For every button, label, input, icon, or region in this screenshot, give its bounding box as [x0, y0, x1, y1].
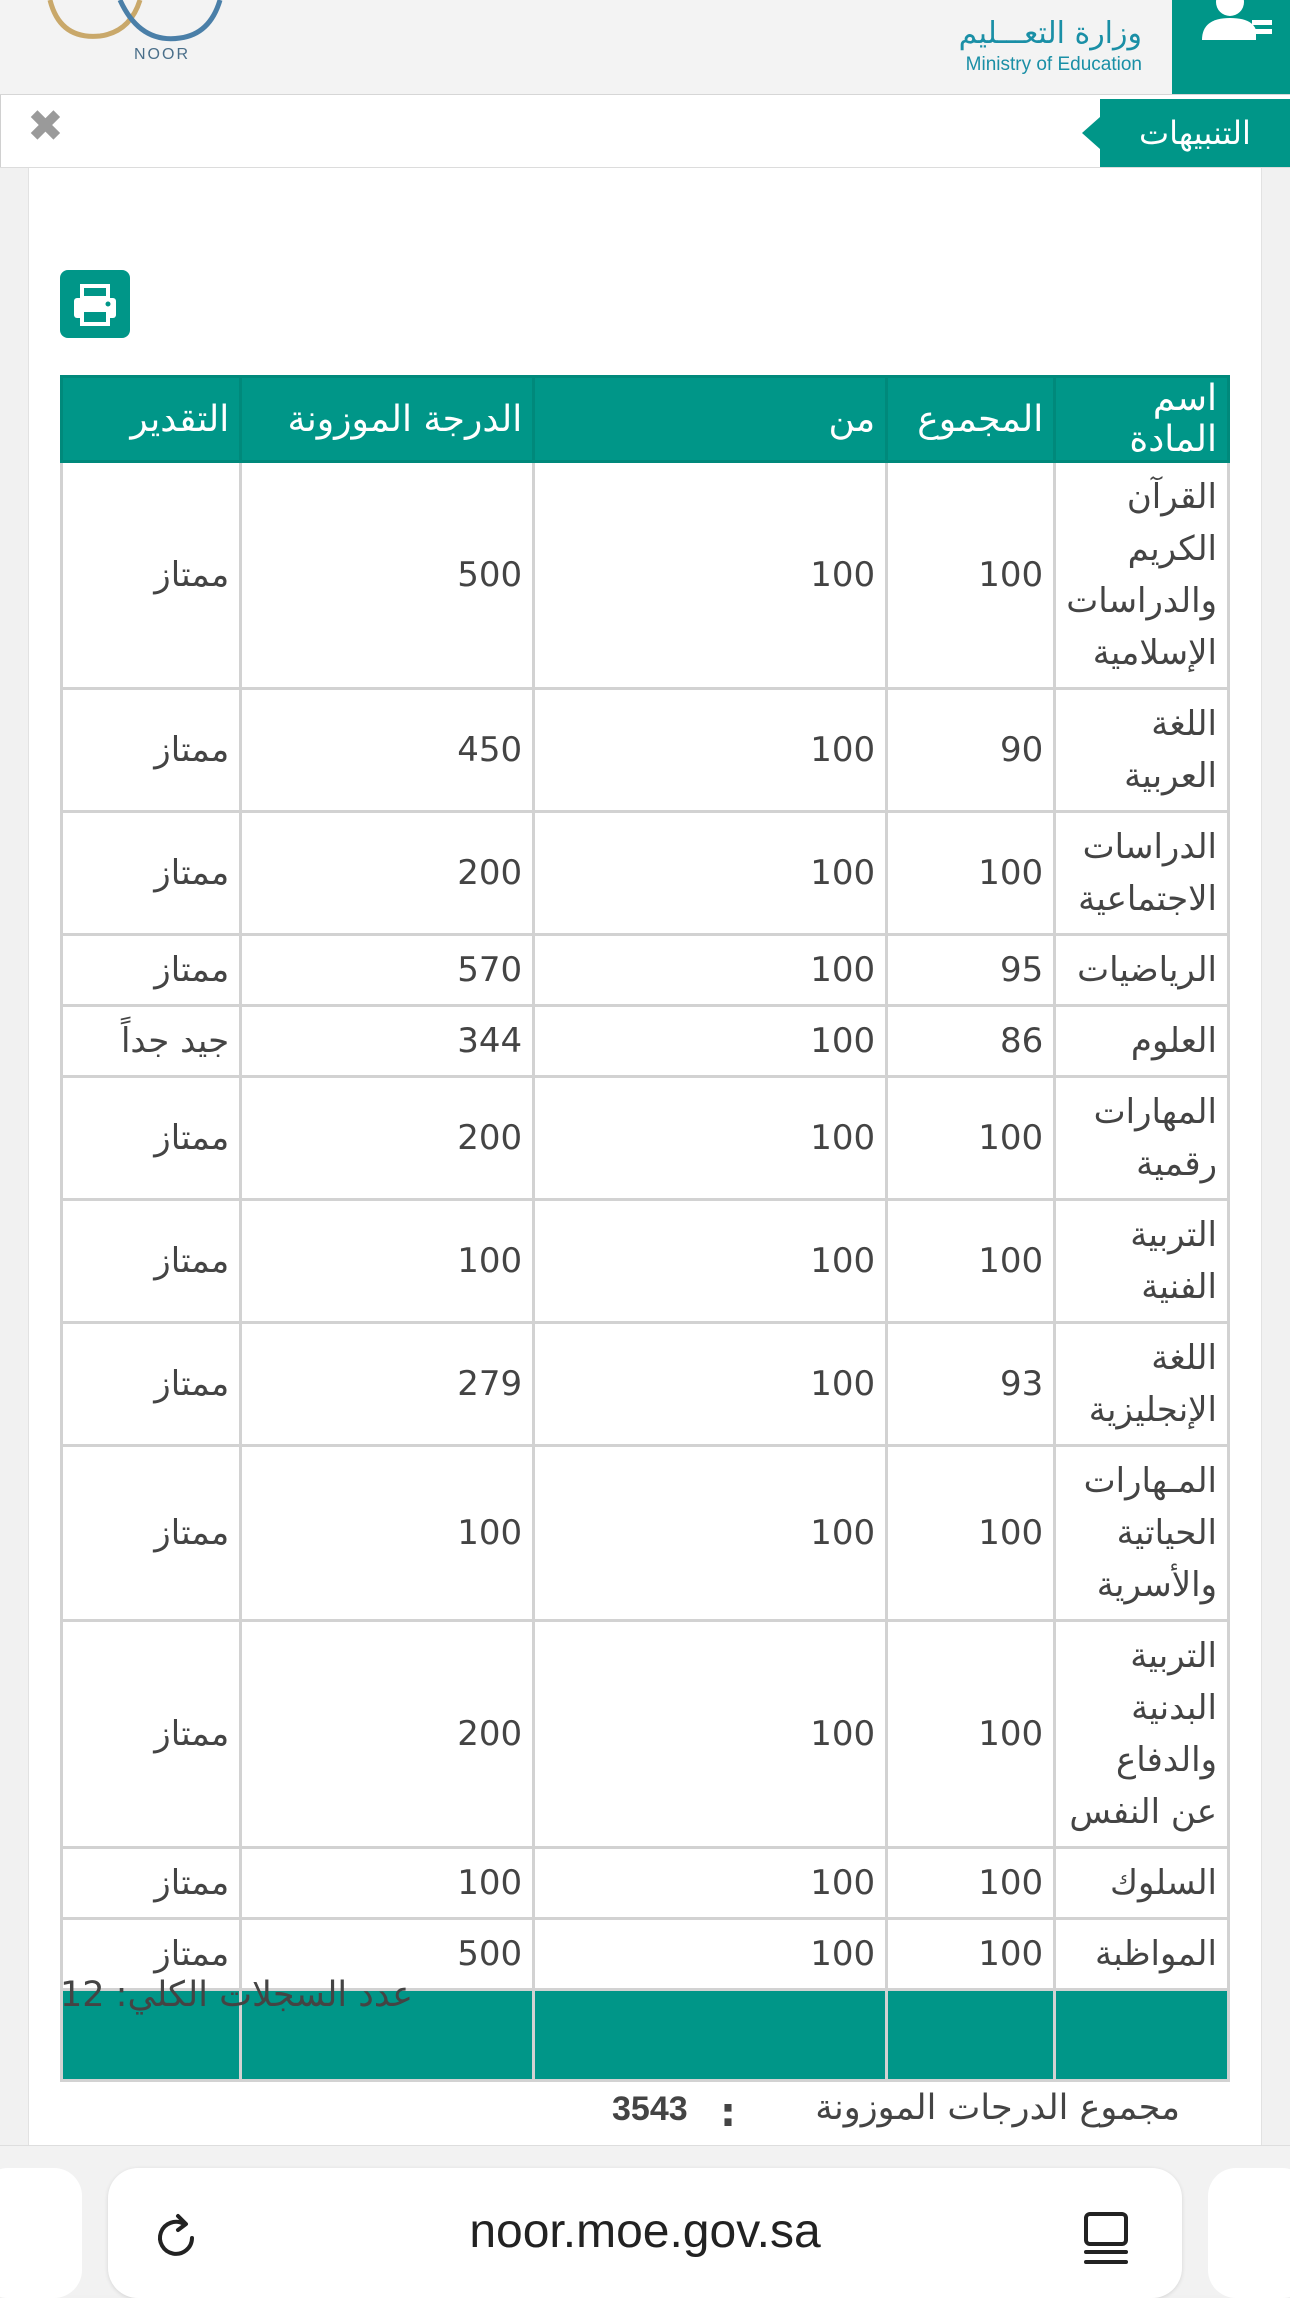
table-row	[62, 689, 1229, 812]
footer-cell	[887, 1990, 1055, 2081]
cell-weighted: 344	[241, 1006, 534, 1077]
cell-total: 100	[887, 1919, 1055, 1990]
cell-out-of: 100	[534, 462, 887, 689]
cell-subject: المهارات رقمية	[1055, 1077, 1229, 1200]
cell-out-of: 100	[534, 935, 887, 1006]
cell-out-of: 100	[534, 812, 887, 935]
printer-icon	[60, 270, 130, 338]
cell-total: 100	[887, 1200, 1055, 1323]
cell-out-of: 100	[534, 1323, 887, 1446]
cell-subject: العلوم	[1055, 1006, 1229, 1077]
cell-weighted: 200	[241, 812, 534, 935]
top-header	[0, 0, 1290, 95]
alerts-tab[interactable]: التنبيهات	[1100, 99, 1290, 167]
ministry-name-en: Ministry of Education	[965, 54, 1142, 75]
table-row	[62, 462, 1229, 689]
cell-total: 86	[887, 1006, 1055, 1077]
table-row	[62, 1848, 1229, 1919]
cell-out-of: 100	[534, 1077, 887, 1200]
cell-grade: ممتاز	[62, 462, 241, 689]
cell-weighted: 500	[241, 1919, 534, 1990]
cell-grade: ممتاز	[62, 689, 241, 812]
ministry-name-ar: وزارة التعـــليم	[958, 16, 1142, 51]
cell-grade: ممتاز	[62, 1446, 241, 1621]
cell-out-of: 100	[534, 1006, 887, 1077]
cell-weighted: 570	[241, 935, 534, 1006]
table-header-row	[62, 377, 1229, 462]
cell-weighted: 200	[241, 1621, 534, 1848]
cell-grade: ممتاز	[62, 935, 241, 1006]
next-tab-button[interactable]	[1208, 2168, 1290, 2298]
header-out-of[interactable]: من	[534, 377, 887, 462]
cell-subject: الرياضيات	[1055, 935, 1229, 1006]
noor-logo	[30, 0, 230, 70]
close-icon: ✖	[27, 101, 64, 152]
address-bar[interactable]	[108, 2168, 1182, 2298]
grades-body	[62, 462, 1229, 1990]
close-alerts-button[interactable]	[0, 95, 101, 167]
table-row	[62, 1200, 1229, 1323]
table-row	[62, 935, 1229, 1006]
cell-weighted: 100	[241, 1200, 534, 1323]
cell-total: 100	[887, 812, 1055, 935]
alerts-bar	[0, 95, 1290, 168]
cell-subject: القرآن الكريم والدراسات الإسلامية	[1055, 462, 1229, 689]
table-row	[62, 1621, 1229, 1848]
noor-label: NOOR	[134, 46, 190, 63]
prev-tab-button[interactable]	[0, 2168, 82, 2298]
cell-subject: المـهارات الحياتية والأسرية	[1055, 1446, 1229, 1621]
table-row	[62, 812, 1229, 935]
user-menu-button[interactable]	[1172, 0, 1290, 94]
header-subject[interactable]: اسم المادة	[1055, 377, 1229, 462]
cell-weighted: 100	[241, 1848, 534, 1919]
table-row	[62, 1006, 1229, 1077]
cell-subject: المواظبة	[1055, 1919, 1229, 1990]
cell-subject: اللغة الإنجليزية	[1055, 1323, 1229, 1446]
cell-total: 100	[887, 1621, 1055, 1848]
weighted-total-colon: :	[720, 2090, 736, 2136]
cell-weighted: 100	[241, 1446, 534, 1621]
cell-weighted: 450	[241, 689, 534, 812]
cell-total: 90	[887, 689, 1055, 812]
table-row	[62, 1077, 1229, 1200]
cell-subject: السلوك	[1055, 1848, 1229, 1919]
cell-grade: ممتاز	[62, 1077, 241, 1200]
header-grade[interactable]: التقدير	[62, 377, 241, 462]
weighted-total-value: 3543	[612, 2090, 688, 2128]
header-total[interactable]: المجموع	[887, 377, 1055, 462]
cell-total: 95	[887, 935, 1055, 1006]
weighted-total-label: مجموع الدرجات الموزونة	[815, 2088, 1180, 2128]
table-row	[62, 1446, 1229, 1621]
cell-subject: التربية الفنية	[1055, 1200, 1229, 1323]
browser-toolbar	[0, 2145, 1290, 2295]
cell-weighted: 500	[241, 462, 534, 689]
header-weighted[interactable]: الدرجة الموزونة	[241, 377, 534, 462]
cell-out-of: 100	[534, 1621, 887, 1848]
records-count: عدد السجلات الكلي: 12	[60, 1975, 414, 2015]
ministry-logo	[942, 14, 1142, 84]
footer-cell	[534, 1990, 887, 2081]
cell-subject: التربية البدنية والدفاع عن النفس	[1055, 1621, 1229, 1848]
cell-weighted: 200	[241, 1077, 534, 1200]
cell-total: 100	[887, 462, 1055, 689]
cell-grade: ممتاز	[62, 1621, 241, 1848]
cell-out-of: 100	[534, 1200, 887, 1323]
cell-weighted: 279	[241, 1323, 534, 1446]
cell-grade: ممتاز	[62, 812, 241, 935]
cell-grade: ممتاز	[62, 1200, 241, 1323]
cell-grade: ممتاز	[62, 1848, 241, 1919]
cell-out-of: 100	[534, 1848, 887, 1919]
user-icon	[1192, 0, 1272, 40]
cell-grade: جيد جداً	[62, 1006, 241, 1077]
cell-subject: الدراسات الاجتماعية	[1055, 812, 1229, 935]
cell-total: 100	[887, 1446, 1055, 1621]
grades-table	[60, 375, 1230, 2082]
cell-out-of: 100	[534, 1919, 887, 1990]
table-row	[62, 1323, 1229, 1446]
footer-cell	[1055, 1990, 1229, 2081]
cell-total: 100	[887, 1848, 1055, 1919]
cell-grade: ممتاز	[62, 1919, 241, 1990]
cell-out-of: 100	[534, 1446, 887, 1621]
print-button[interactable]	[60, 270, 130, 338]
cell-total: 100	[887, 1077, 1055, 1200]
url-text[interactable]: noor.moe.gov.sa	[469, 2205, 821, 2258]
reader-mode-icon[interactable]	[1078, 2208, 1134, 2268]
cell-total: 93	[887, 1323, 1055, 1446]
cell-subject: اللغة العربية	[1055, 689, 1229, 812]
cell-grade: ممتاز	[62, 1323, 241, 1446]
noor-logo-icon	[30, 0, 230, 50]
cell-out-of: 100	[534, 689, 887, 812]
